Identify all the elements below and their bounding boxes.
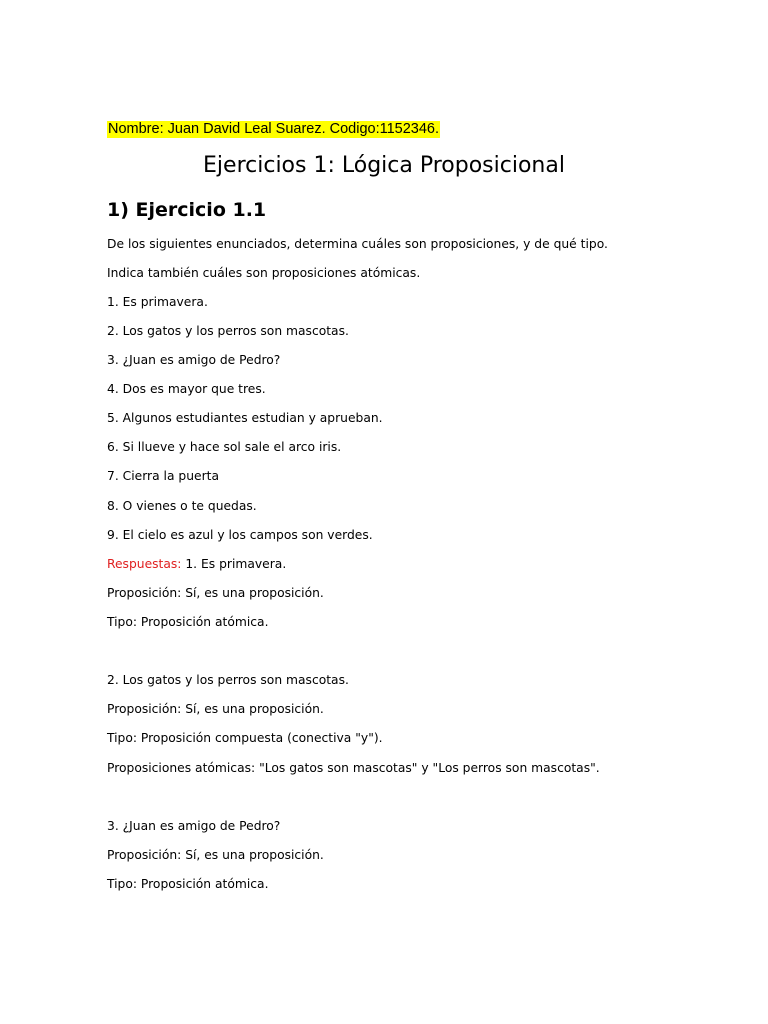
student-name-text: Nombre: Juan David Leal Suarez. Codigo:1152346.: [108, 121, 440, 137]
statement-item: 6. Si llueve y hace sol sale el arco iris.: [107, 440, 342, 454]
section-heading: 1) Ejercicio 1.1: [107, 199, 267, 221]
answer-line: 3. ¿Juan es amigo de Pedro?: [107, 819, 281, 833]
answers-label: Respuestas:: [107, 557, 182, 571]
student-name-line: [107, 121, 440, 138]
statement-item: 8. O vienes o te quedas.: [107, 499, 257, 513]
statement-item: 5. Algunos estudiantes estudian y aprueban.: [107, 411, 383, 425]
statement-item: 4. Dos es mayor que tres.: [107, 382, 266, 396]
answer-line: Tipo: Proposición compuesta (conectiva "y").: [107, 731, 383, 745]
answers-first-line: [107, 556, 286, 572]
statement-item: 7. Cierra la puerta: [107, 469, 219, 483]
answer-line: Tipo: Proposición atómica.: [107, 615, 269, 629]
answer-line: Proposiciones atómicas: "Los gatos son mascotas" y "Los perros son mascotas".: [107, 761, 600, 775]
statement-item: 2. Los gatos y los perros son mascotas.: [107, 324, 349, 338]
answer-line: Proposición: Sí, es una proposición.: [107, 848, 324, 862]
document-title: Ejercicios 1: Lógica Proposicional: [203, 153, 565, 178]
answer1-statement: 1. Es primavera.: [181, 557, 287, 571]
answer-line: Proposición: Sí, es una proposición.: [107, 702, 324, 716]
answer-line: Proposición: Sí, es una proposición.: [107, 586, 324, 600]
statement-item: 1. Es primavera.: [107, 295, 208, 309]
answer-line: Tipo: Proposición atómica.: [107, 877, 269, 891]
statement-item: 9. El cielo es azul y los campos son verdes.: [107, 528, 373, 542]
answer-line: 2. Los gatos y los perros son mascotas.: [107, 673, 349, 687]
statement-item: 3. ¿Juan es amigo de Pedro?: [107, 353, 281, 367]
intro-line: De los siguientes enunciados, determina cuáles son proposiciones, y de qué tipo.: [107, 237, 608, 251]
intro-line: Indica también cuáles son proposiciones atómicas.: [107, 266, 421, 280]
